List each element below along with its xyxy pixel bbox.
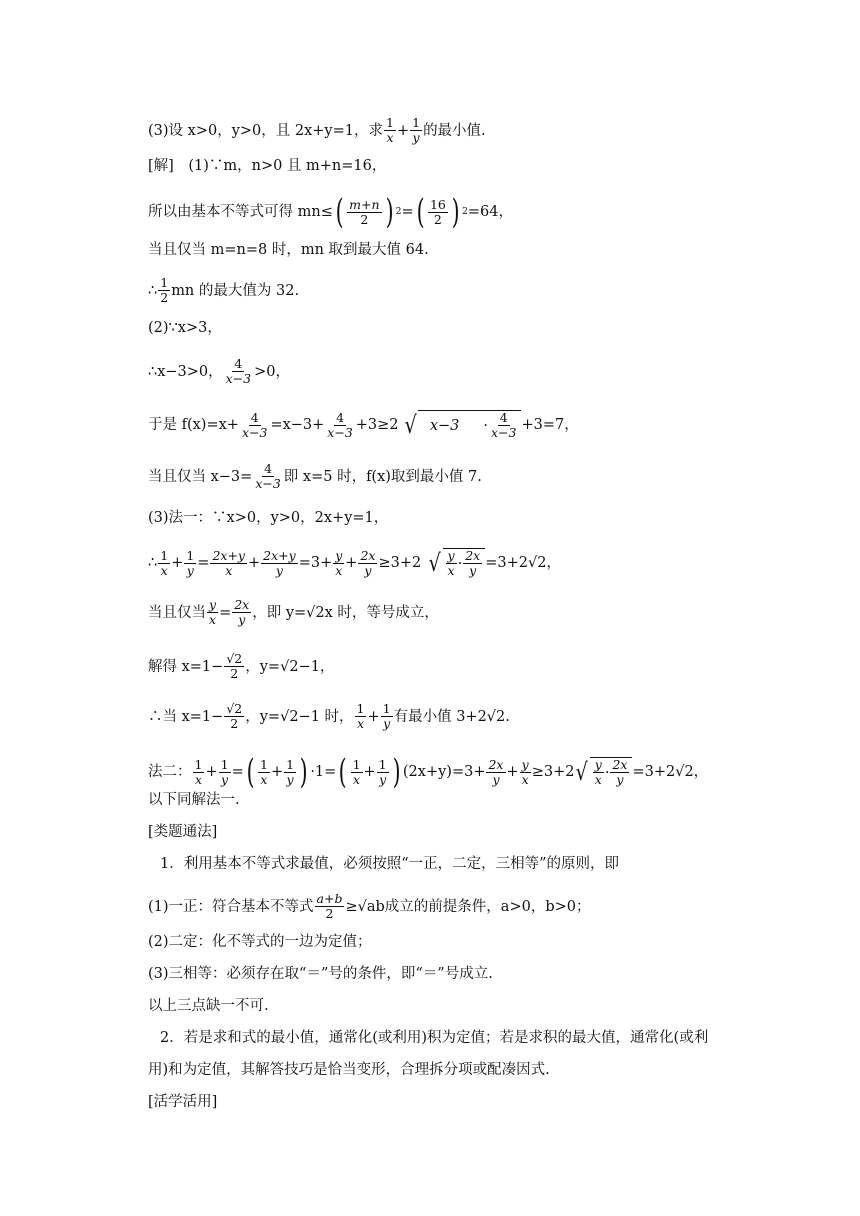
text: [解] (1)∵m，n>0 且 m+n=16，	[148, 158, 387, 174]
solution-line: ∴ $\frac{1}{x}$ + $\frac{1}{y}$ = $\frac{2x+y}{x}$ + $\frac{2x+y}{y}$ =3+ $\frac{y}{x}$ + $\frac{2x}{y}$ ≥3+2 √ $\frac{y}{x}$ · $\frac{2x}{y}$ =3+2√2，	[148, 547, 561, 578]
text: =3+	[298, 555, 333, 571]
solution-line	[148, 508, 820, 528]
text: =3+2√2，	[632, 764, 709, 780]
text: 的最小值.	[423, 122, 486, 139]
text: ·1=	[310, 764, 337, 780]
method-line	[148, 964, 820, 984]
method-line	[148, 996, 820, 1016]
solution-line: 解得 x=1− $\frac{√2}{2}$ ，y=√2−1，	[148, 651, 335, 681]
solution-line: 当且仅当 $\frac{y}{x}$ = $\frac{2x}{y}$ ，即 y=√2x 时，等号成立，	[148, 597, 439, 627]
text: ∴x−3>0，	[148, 363, 223, 380]
section-heading	[148, 822, 820, 842]
fraction: $\frac{4}{x-3}$	[327, 409, 353, 440]
text: (3)三相等：必须存在取“＝”号的条件，即“＝”号成立.	[148, 966, 493, 982]
text: (2x+y)=3+	[402, 764, 486, 780]
text: (3)法一：∵x>0，y>0，2x+y=1，	[148, 510, 389, 526]
fraction: $\frac{4}{x-3}$	[241, 409, 268, 440]
text: 即 x=5 时，f(x)取到最小值 7.	[283, 468, 482, 485]
text: +	[396, 122, 410, 139]
text: 当且仅当 m=n=8 时，mn 取到最大值 64.	[148, 242, 429, 258]
method-line	[148, 932, 820, 952]
text: ∴	[148, 555, 158, 571]
fraction: $\frac{16}{2}$	[429, 196, 446, 227]
text: (3)设 x>0，y>0，且 2x+y=1，求	[148, 122, 383, 139]
text: 以上三点缺一不可.	[148, 998, 269, 1014]
solution-line	[148, 410, 820, 440]
solution-line	[148, 276, 820, 305]
text: 所以由基本不等式可得 mn≤	[148, 204, 333, 220]
solution-line	[148, 462, 820, 491]
sqrt-expression: √ x−3 · $\frac{4}{x-3}$	[403, 410, 522, 440]
text: =3+2√2，	[485, 555, 561, 571]
text: 2．若是求和式的最小值，通常化(或利用)积为定值；若是求积的最大值，通常化(或利	[160, 1030, 709, 1046]
section-heading	[148, 1092, 820, 1112]
solution-line	[148, 240, 820, 260]
solution-header	[148, 156, 820, 176]
solution-line	[148, 790, 820, 810]
text: (1)一正：符合基本不等式	[148, 898, 314, 915]
text: 用)和为定值，其解答技巧是恰当变形，合理拆分项或配凑因式.	[148, 1062, 550, 1078]
question-3	[148, 116, 820, 145]
method-line: (1)一正：符合基本不等式 $\frac{a+b}{2}$ ≥√ab成立的前提条件，a>0，b>0；	[148, 891, 591, 921]
text: ∴当 x=1−	[148, 708, 224, 725]
text: +3=7，	[521, 417, 579, 433]
solution-line	[148, 357, 820, 386]
text: ∴	[148, 282, 158, 299]
solution-line: 法二： $\frac{1}{x}$ + $\frac{1}{y}$ = ( $\frac{1}{x}$ + $\frac{1}{y}$ ) ·1= ( $\frac{1}{x}$ + $\frac{1}{y}$ ) (2x+y)=3+ $\frac{2x}{y}$ + $\frac{y}{x}$ ≥3+2 √ $\frac{y}{x}$ · $\frac{2x}{y}$ =3+2√2，	[148, 752, 709, 792]
method-line	[148, 1060, 820, 1080]
text: 当且仅当	[148, 604, 206, 621]
text: >0，	[254, 363, 291, 380]
method-line	[160, 854, 820, 874]
text: [活学活用]	[148, 1094, 218, 1110]
text: ≥√ab成立的前提条件，a>0，b>0；	[345, 898, 591, 915]
text: mn 的最大值为 32.	[171, 282, 300, 299]
text: 法二：	[148, 764, 192, 780]
text: =x−3+	[270, 417, 325, 433]
text: 于是 f(x)=x+	[148, 417, 239, 433]
fraction: $\frac{1}{y}$	[412, 115, 421, 145]
fraction: $\frac{4}{x-3}$	[225, 356, 252, 386]
solution-line: 所以由基本不等式可得 mn≤ ( $\frac{m+n}{2}$ ) 2 = ( $\frac{16}{2}$ ) 2 =64，	[148, 192, 513, 232]
text: [类题通法]	[148, 824, 218, 840]
text: (2)二定：化不等式的一边为定值；	[148, 934, 372, 950]
text: ，即 y=√2x 时，等号成立，	[252, 604, 439, 621]
text: ，y=√2−1 时，	[245, 708, 354, 725]
fraction: $\frac{1}{2}$	[160, 275, 169, 305]
text: ≥3+2	[378, 555, 422, 571]
fraction: $\frac{1}{x}$	[386, 115, 394, 145]
fraction: $\frac{4}{x-3}$	[255, 461, 281, 491]
text: 1．利用基本不等式求最值，必须按照“一正，二定，三相等”的原则，即	[160, 856, 620, 872]
fraction: $\frac{m+n}{2}$	[349, 196, 380, 227]
text: ，y=√2−1，	[245, 658, 335, 675]
solution-line	[148, 318, 820, 338]
text: (2)∵x>3，	[148, 320, 222, 336]
text: 有最小值 3+2√2.	[393, 708, 510, 725]
method-line	[160, 1028, 820, 1048]
text: +3≥2	[355, 417, 399, 433]
text: 以下同解法一.	[148, 792, 240, 808]
text: =64，	[467, 204, 513, 220]
text: 当且仅当 x−3=	[148, 468, 253, 485]
text: ≥3+2	[531, 764, 575, 780]
solution-line: ∴当 x=1− $\frac{√2}{2}$ ，y=√2−1 时， $\frac{1}{x}$ + $\frac{1}{y}$ 有最小值 3+2√2.	[148, 701, 510, 731]
text: 解得 x=1−	[148, 658, 224, 675]
